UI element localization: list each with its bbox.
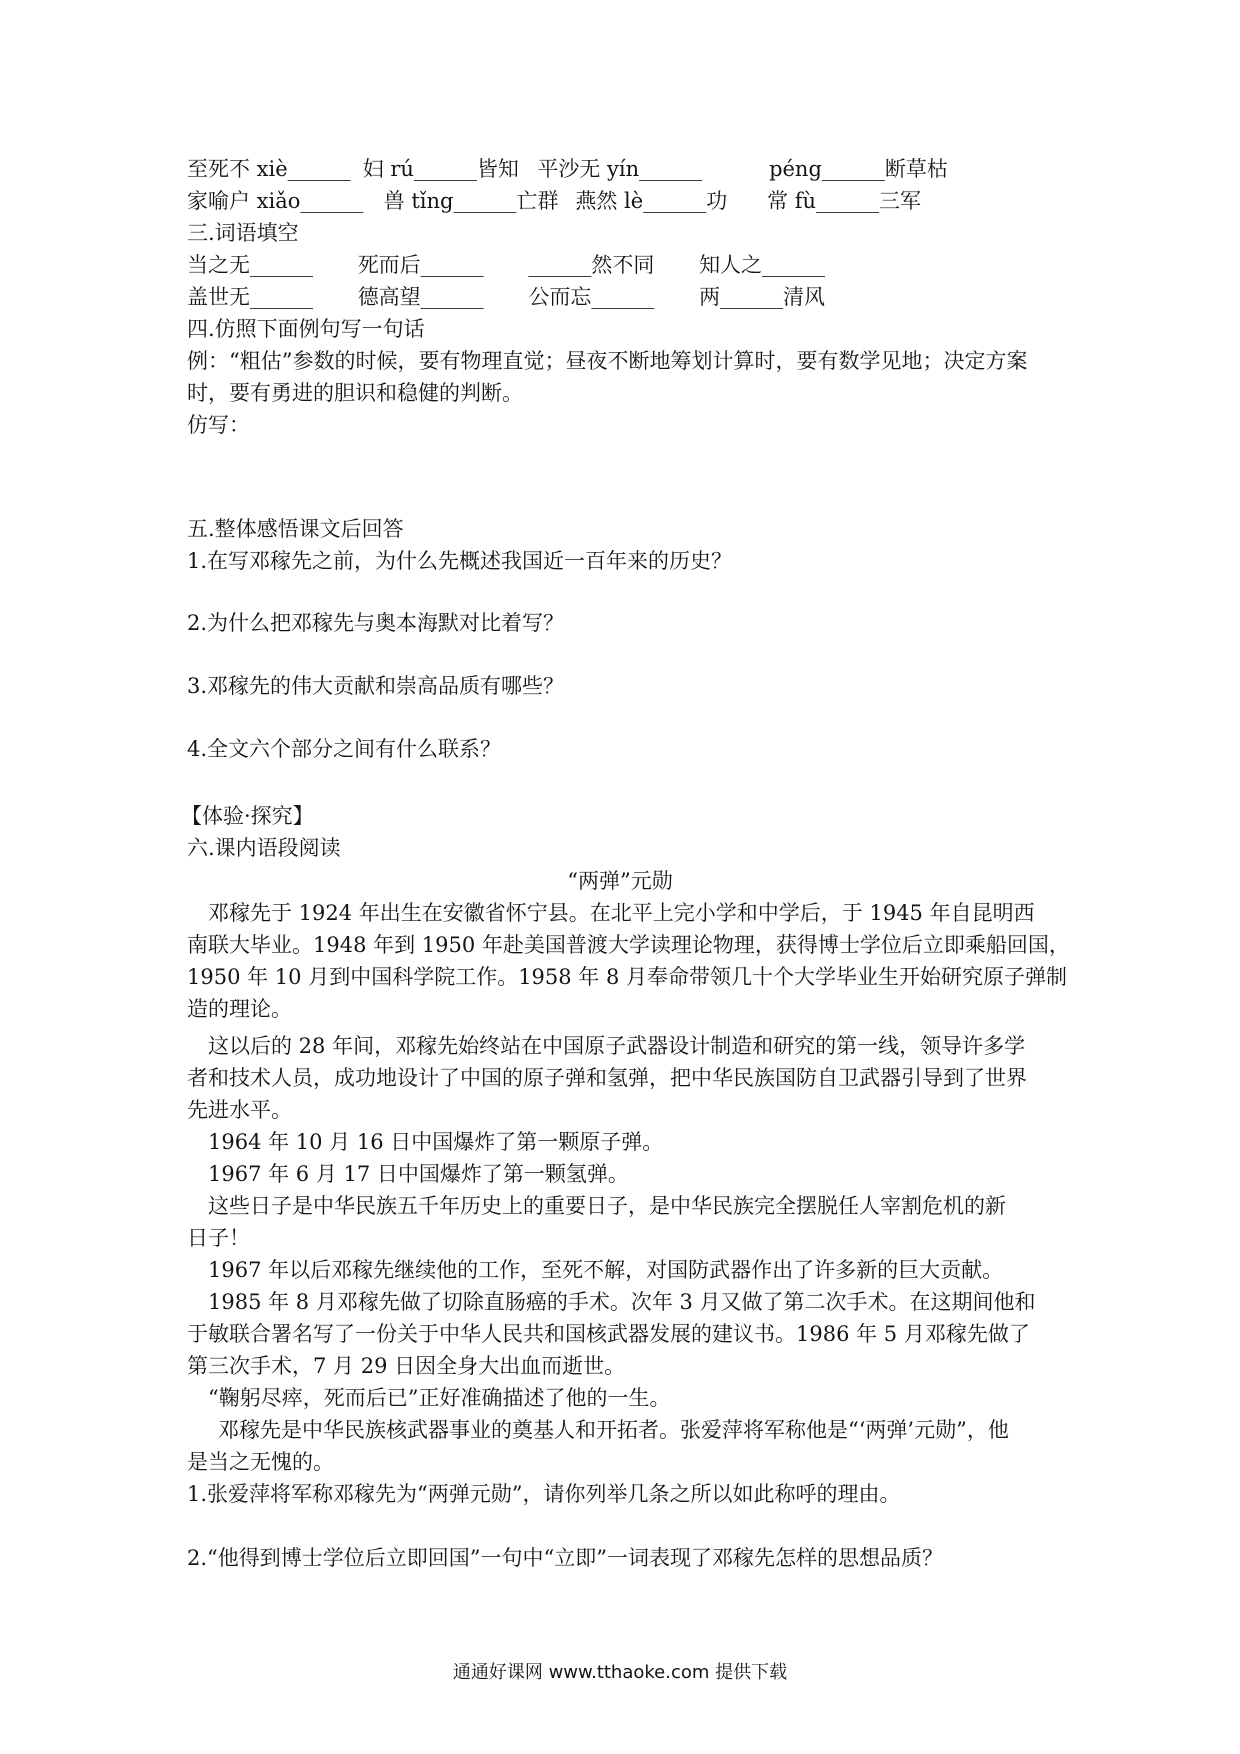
pinyin-item: 平沙无 yín______ [537, 157, 703, 181]
pinyin-item: 妇 rú______皆知 [362, 157, 519, 181]
pinyin-item: 燕然 lè______功 [575, 189, 728, 213]
passage-line: 于敏联合署名写了一份关于中华人民共和国核武器发展的建议书。1986 年 5 月邓稼先做了 [187, 1322, 1030, 1346]
example-line-1: 例：“粗估”参数的时候，要有物理直觉；昼夜不断地筹划计算时，要有数学见地；决定方案 [187, 349, 1028, 373]
passage-title: “两弹”元勋 [567, 869, 673, 893]
question: 1.张爱萍将军称邓稼先为“两弹元勋”，请你列举几条之所以如此称呼的理由。 [187, 1482, 901, 1506]
fill-item: 德高望______ [357, 285, 484, 309]
question: 1.在写邓稼先之前，为什么先概述我国近一百年来的历史？ [187, 549, 733, 573]
question: 2.为什么把邓稼先与奥本海默对比着写？ [187, 611, 565, 635]
pinyin-item: 常 fù______三军 [767, 189, 922, 213]
question: 3.邓稼先的伟大贡献和崇高品质有哪些？ [187, 674, 565, 698]
section-5-title: 五.整体感悟课文后回答 [187, 517, 404, 541]
passage-line: 邓稼先是中华民族核武器事业的奠基人和开拓者。张爱萍将军称他是“‘两弹’元勋”，他 [218, 1418, 1009, 1442]
passage-line: 这以后的 28 年间，邓稼先始终站在中国原子武器设计制造和研究的第一线，领导许多学 [208, 1034, 1026, 1058]
passage-line: “鞠躬尽瘁，死而后已”正好准确描述了他的一生。 [208, 1386, 671, 1410]
passage-line: 南联大毕业。1948 年到 1950 年赴美国普渡大学读理论物理，获得博士学位后立即乘船回国， [187, 933, 1070, 957]
fill-item: 盖世无______ [187, 285, 313, 309]
fill-item: 公而忘______ [528, 285, 655, 309]
passage-line: 1985 年 8 月邓稼先做了切除直肠癌的手术。次年 3 月又做了第二次手术。在这期间他和 [208, 1290, 1036, 1314]
pinyin-item: 至死不 xiè______ [187, 157, 351, 181]
imitate-label: 仿写： [187, 413, 250, 437]
fill-item: 死而后______ [357, 253, 484, 277]
passage-line: 1964 年 10 月 16 日中国爆炸了第一颗原子弹。 [208, 1130, 664, 1154]
pinyin-item: péng______断草枯 [769, 157, 948, 181]
pinyin-item: 兽 tǐng______亡群 [383, 189, 559, 213]
passage-line: 1967 年以后邓稼先继续他的工作，至死不解，对国防武器作出了许多新的巨大贡献。 [208, 1258, 1004, 1282]
pinyin-row-1 [187, 153, 948, 185]
passage-line: 造的理论。 [187, 997, 292, 1021]
fill-item: 当之无______ [187, 253, 313, 277]
section-6-title: 六.课内语段阅读 [187, 836, 341, 860]
footer-text: 通通好课网 www.tthaoke.com 提供下载 [452, 1662, 788, 1683]
fill-item: ______然不同 [528, 253, 655, 277]
passage-line: 邓稼先于 1924 年出生在安徽省怀宁县。在北平上完小学和中学后，于 1945 年自昆明西 [208, 901, 1035, 925]
passage-line: 日子！ [187, 1226, 250, 1250]
fill-row-2 [187, 281, 825, 313]
fill-item: 两______清风 [699, 285, 826, 309]
explore-heading: 【体验·探究】 [181, 804, 314, 828]
passage-line: 1967 年 6 月 17 日中国爆炸了第一颗氢弹。 [208, 1162, 629, 1186]
section-3-title: 三.词语填空 [187, 221, 299, 245]
pinyin-row-2 [187, 185, 921, 217]
passage-line: 是当之无愧的。 [187, 1450, 334, 1474]
pinyin-item: 家喻户 xiǎo______ [187, 189, 364, 213]
section-4-title: 四.仿照下面例句写一句话 [187, 317, 425, 341]
passage-line: 第三次手术，7 月 29 日因全身大出血而逝世。 [187, 1354, 626, 1378]
example-line-2: 时，要有勇进的胆识和稳健的判断。 [187, 381, 523, 405]
passage-line: 先进水平。 [187, 1098, 292, 1122]
fill-row-1 [187, 249, 825, 281]
passage-line: 这些日子是中华民族五千年历史上的重要日子，是中华民族完全摆脱任人宰割危机的新 [208, 1194, 1006, 1218]
passage-line: 1950 年 10 月到中国科学院工作。1958 年 8 月奉命带领几十个大学毕业生开始研究原子弹制 [187, 965, 1068, 989]
fill-item: 知人之______ [699, 253, 826, 277]
question: 2.“他得到博士学位后立即回国”一句中“立即”一词表现了邓稼先怎样的思想品质？ [187, 1546, 943, 1570]
passage-line: 者和技术人员，成功地设计了中国的原子弹和氢弹，把中华民族国防自卫武器引导到了世界 [187, 1066, 1027, 1090]
question: 4.全文六个部分之间有什么联系？ [187, 737, 502, 761]
